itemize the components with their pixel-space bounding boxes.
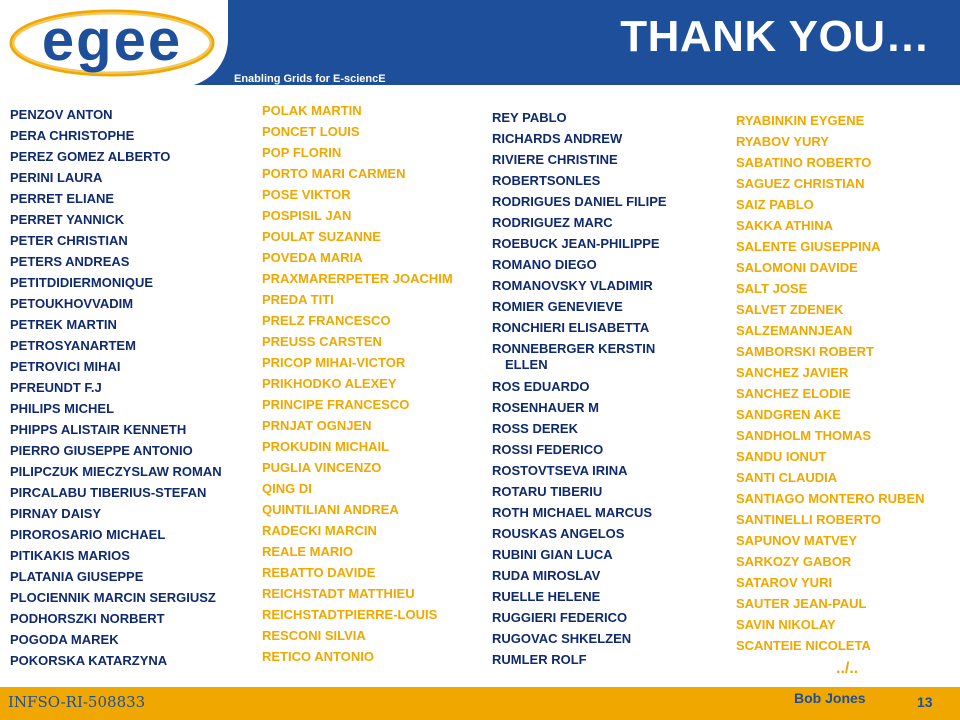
name-text: ROUSKAS ANGELOS	[492, 526, 625, 541]
name-text: ROTH MICHAEL MARCUS	[492, 505, 653, 520]
name-text: RONCHIERI ELISABETTA	[492, 320, 650, 335]
name-entry	[492, 397, 667, 418]
name-text: SAIZ PABLO	[736, 197, 814, 212]
name-entry	[492, 296, 667, 317]
name-entry	[492, 544, 667, 565]
name-text: PODHORSZKI NORBERT	[10, 611, 165, 626]
name-text: PETROSYANARTEM	[10, 338, 136, 353]
name-text: PIROROSARIO MICHAEL	[10, 527, 166, 542]
name-text: PENZOV ANTON	[10, 107, 113, 122]
name-entry	[262, 163, 453, 184]
name-text: PRICOP MIHAI-VICTOR	[262, 355, 406, 370]
name-text: QUINTILIANI ANDREA	[262, 502, 399, 517]
name-entry	[736, 341, 925, 362]
name-entry	[10, 650, 222, 671]
name-text: PIRNAY DAISY	[10, 506, 102, 521]
name-entry	[736, 467, 925, 488]
name-text: RADECKI MARCIN	[262, 523, 377, 538]
names-column-2	[262, 100, 453, 667]
name-entry	[736, 152, 925, 173]
name-entry	[736, 278, 925, 299]
name-entry	[736, 404, 925, 425]
name-entry	[736, 110, 925, 131]
name-text: SALENTE GIUSEPPINA	[736, 239, 881, 254]
name-entry	[736, 488, 925, 509]
name-text: RICHARDS ANDREW	[492, 131, 623, 146]
name-text: ROMANO DIEGO	[492, 257, 597, 272]
name-text: PORTO MARI CARMEN	[262, 166, 406, 181]
name-text: SAKKA ATHINA	[736, 218, 834, 233]
name-entry	[736, 614, 925, 635]
name-entry	[262, 184, 453, 205]
name-entry	[10, 167, 222, 188]
name-entry	[736, 593, 925, 614]
name-entry	[10, 293, 222, 314]
name-entry	[736, 509, 925, 530]
name-entry	[492, 460, 667, 481]
name-text: REY PABLO	[492, 110, 567, 125]
name-text: RUDA MIROSLAV	[492, 568, 601, 583]
name-entry	[736, 551, 925, 572]
name-text: POSPISIL JAN	[262, 208, 352, 223]
name-entry	[492, 649, 667, 670]
name-entry	[10, 482, 222, 503]
name-text: PRNJAT OGNJEN	[262, 418, 372, 433]
name-entry	[262, 100, 453, 121]
name-text: REICHSTADTPIERRE-LOUIS	[262, 607, 438, 622]
names-column-3	[492, 107, 667, 670]
name-text: PIRCALABU TIBERIUS-STEFAN	[10, 485, 207, 500]
name-entry	[10, 356, 222, 377]
name-entry	[262, 415, 453, 436]
name-entry	[736, 257, 925, 278]
name-entry	[10, 209, 222, 230]
names-column-4	[736, 110, 925, 656]
name-entry	[262, 142, 453, 163]
name-text: RUMLER ROLF	[492, 652, 587, 667]
name-text: SAMBORSKI ROBERT	[736, 344, 874, 359]
name-text: SAGUEZ CHRISTIAN	[736, 176, 865, 191]
name-entry	[10, 461, 222, 482]
name-text: PETREK MARTIN	[10, 317, 117, 332]
name-text: PRINCIPE FRANCESCO	[262, 397, 410, 412]
name-entry	[492, 233, 667, 254]
name-entry	[262, 352, 453, 373]
name-text: SANCHEZ JAVIER	[736, 365, 849, 380]
name-entry	[10, 503, 222, 524]
name-text: PHIPPS ALISTAIR KENNETH	[10, 422, 187, 437]
name-text: POSE VIKTOR	[262, 187, 351, 202]
name-text: RETICO ANTONIO	[262, 649, 374, 664]
name-text: PREUSS CARSTEN	[262, 334, 382, 349]
name-text: POGODA MAREK	[10, 632, 119, 647]
name-entry	[492, 523, 667, 544]
name-entry	[736, 425, 925, 446]
name-entry	[10, 272, 222, 293]
name-text: ROMIER GENEVIEVE	[492, 299, 623, 314]
name-entry	[736, 320, 925, 341]
name-text: SALT JOSE	[736, 281, 808, 296]
name-entry	[10, 251, 222, 272]
name-entry	[492, 107, 667, 128]
name-entry	[262, 562, 453, 583]
slide-title: THANK YOU…	[620, 12, 930, 61]
name-text: PRIKHODKO ALEXEY	[262, 376, 397, 391]
name-entry	[492, 439, 667, 460]
name-text: SARKOZY GABOR	[736, 554, 852, 569]
name-entry	[492, 170, 667, 191]
name-text: SANDGREN AKE	[736, 407, 841, 422]
name-entry	[262, 583, 453, 604]
name-text: SALOMONI DAVIDE	[736, 260, 858, 275]
name-entry	[10, 335, 222, 356]
name-entry	[262, 520, 453, 541]
name-entry	[492, 317, 667, 338]
name-entry	[262, 247, 453, 268]
name-text: PLOCIENNIK MARCIN SERGIUSZ	[10, 590, 216, 605]
name-text: SATAROV YURI	[736, 575, 833, 590]
name-text: RODRIGUEZ MARC	[492, 215, 613, 230]
name-entry	[492, 418, 667, 439]
names-column-1	[10, 104, 222, 671]
name-text: PERINI LAURA	[10, 170, 103, 185]
name-text: SAUTER JEAN-PAUL	[736, 596, 867, 611]
name-entry	[736, 572, 925, 593]
name-entry	[262, 205, 453, 226]
name-text: ROSS DEREK	[492, 421, 578, 436]
name-text: PFREUNDT F.J	[10, 380, 102, 395]
name-entry	[492, 254, 667, 275]
name-entry	[492, 191, 667, 212]
name-text: PETOUKHOVVADIM	[10, 296, 134, 311]
name-entry	[10, 104, 222, 125]
name-entry	[10, 629, 222, 650]
name-entry	[492, 502, 667, 523]
name-text: ROS EDUARDO	[492, 379, 590, 394]
name-entry	[262, 121, 453, 142]
name-entry	[262, 373, 453, 394]
name-text: PROKUDIN MICHAIL	[262, 439, 390, 454]
name-entry	[10, 125, 222, 146]
name-text: SCANTEIE NICOLETA	[736, 638, 871, 653]
name-entry	[736, 131, 925, 152]
name-entry	[492, 607, 667, 628]
name-entry	[736, 383, 925, 404]
name-text: ROSENHAUER M	[492, 400, 599, 415]
name-entry	[10, 398, 222, 419]
name-text: SANTINELLI ROBERTO	[736, 512, 881, 527]
name-text: RUGGIERI FEDERICO	[492, 610, 628, 625]
name-text: SAPUNOV MATVEY	[736, 533, 858, 548]
name-entry	[736, 194, 925, 215]
name-entry	[262, 331, 453, 352]
name-entry	[10, 314, 222, 335]
name-text: PETITDIDIERMONIQUE	[10, 275, 154, 290]
name-text: RUBINI GIAN LUCA	[492, 547, 613, 562]
name-entry	[262, 394, 453, 415]
name-entry	[10, 419, 222, 440]
egee-logo-graphic	[0, 0, 228, 87]
name-entry	[262, 478, 453, 499]
name-entry	[492, 628, 667, 649]
name-text: SANDU IONUT	[736, 449, 827, 464]
name-entry	[262, 310, 453, 331]
name-text: QING DI	[262, 481, 312, 496]
name-entry	[10, 188, 222, 209]
name-entry	[492, 376, 667, 397]
name-entry	[262, 646, 453, 667]
name-entry	[492, 149, 667, 170]
name-entry	[262, 457, 453, 478]
name-entry	[492, 128, 667, 149]
name-text: RYABINKIN EYGENE	[736, 113, 865, 128]
name-text: RUELLE HELENE	[492, 589, 601, 604]
name-text: ROSTOVTSEVA IRINA	[492, 463, 628, 478]
name-entry	[736, 299, 925, 320]
name-text: ROBERTSONLES	[492, 173, 601, 188]
name-text: REALE MARIO	[262, 544, 353, 559]
footer-project-id: INFSO-RI-508833	[8, 693, 146, 711]
name-entry	[736, 236, 925, 257]
footer-author: Bob Jones	[794, 690, 866, 706]
name-entry	[10, 587, 222, 608]
name-text: SAVIN NIKOLAY	[736, 617, 836, 632]
name-entry	[736, 446, 925, 467]
name-text: PEREZ GOMEZ ALBERTO	[10, 149, 171, 164]
name-text: PRELZ FRANCESCO	[262, 313, 391, 328]
name-entry	[736, 215, 925, 236]
name-text: RIVIERE CHRISTINE	[492, 152, 618, 167]
name-entry	[10, 545, 222, 566]
name-text: PETERS ANDREAS	[10, 254, 130, 269]
name-text: PHILIPS MICHEL	[10, 401, 115, 416]
name-text: PLATANIA GIUSEPPE	[10, 569, 144, 584]
name-entry	[736, 635, 925, 656]
name-text: PERRET YANNICK	[10, 212, 125, 227]
name-text: ROEBUCK JEAN-PHILIPPE	[492, 236, 660, 251]
name-text: RYABOV YURY	[736, 134, 829, 149]
name-entry	[262, 289, 453, 310]
name-text: ROSSI FEDERICO	[492, 442, 604, 457]
name-text: POULAT SUZANNE	[262, 229, 381, 244]
name-entry	[492, 212, 667, 233]
name-text: SABATINO ROBERTO	[736, 155, 872, 170]
name-entry	[736, 362, 925, 383]
name-entry	[10, 230, 222, 251]
name-text: POLAK MARTIN	[262, 103, 362, 118]
name-text: SALVET ZDENEK	[736, 302, 844, 317]
name-text: PREDA TITI	[262, 292, 334, 307]
name-text: RONNEBERGER KERSTIN	[492, 341, 656, 356]
name-entry	[736, 530, 925, 551]
name-entry	[262, 268, 453, 289]
name-text: POKORSKA KATARZYNA	[10, 653, 168, 668]
name-text: PETER CHRISTIAN	[10, 233, 128, 248]
name-text: POP FLORIN	[262, 145, 342, 160]
name-text: PIERRO GIUSEPPE ANTONIO	[10, 443, 193, 458]
name-text: PILIPCZUK MIECZYSLAW ROMAN	[10, 464, 222, 479]
name-text: SANDHOLM THOMAS	[736, 428, 872, 443]
name-text: POVEDA MARIA	[262, 250, 363, 265]
continue-mark: ../..	[836, 660, 859, 677]
egee-logo	[0, 0, 228, 87]
name-entry	[262, 436, 453, 457]
name-entry	[492, 586, 667, 607]
name-entry	[10, 566, 222, 587]
name-text: PERA CHRISTOPHE	[10, 128, 135, 143]
name-text: ROTARU TIBERIU	[492, 484, 603, 499]
name-entry	[262, 625, 453, 646]
name-text: PRAXMARERPETER JOACHIM	[262, 271, 453, 286]
name-entry	[10, 146, 222, 167]
name-entry	[492, 275, 667, 296]
name-entry	[10, 608, 222, 629]
name-entry	[492, 565, 667, 586]
name-entry	[492, 338, 667, 376]
name-text: SANCHEZ ELODIE	[736, 386, 851, 401]
name-text: REICHSTADT MATTHIEU	[262, 586, 415, 601]
name-text: RUGOVAC SHKELZEN	[492, 631, 632, 646]
name-text: SANTI CLAUDIA	[736, 470, 838, 485]
name-continuation: ELLEN	[505, 357, 548, 372]
name-entry	[492, 481, 667, 502]
name-text: RESCONI SILVIA	[262, 628, 366, 643]
name-entry	[736, 173, 925, 194]
name-text: REBATTO DAVIDE	[262, 565, 376, 580]
name-text: PUGLIA VINCENZO	[262, 460, 382, 475]
name-entry	[262, 541, 453, 562]
name-entry	[262, 499, 453, 520]
svg-text:egee: egee	[41, 8, 183, 73]
name-text: ROMANOVSKY VLADIMIR	[492, 278, 653, 293]
name-entry	[10, 524, 222, 545]
page-number: 13	[917, 694, 933, 710]
tagline: Enabling Grids for E-sciencE	[234, 73, 386, 85]
name-text: RODRIGUES DANIEL FILIPE	[492, 194, 667, 209]
name-entry	[262, 226, 453, 247]
name-text: SANTIAGO MONTERO RUBEN	[736, 491, 925, 506]
name-text: PONCET LOUIS	[262, 124, 360, 139]
name-entry	[10, 440, 222, 461]
name-text: PITIKAKIS MARIOS	[10, 548, 130, 563]
name-entry	[262, 604, 453, 625]
name-text: SALZEMANNJEAN	[736, 323, 853, 338]
name-text: PETROVICI MIHAI	[10, 359, 121, 374]
name-text: PERRET ELIANE	[10, 191, 115, 206]
name-entry	[10, 377, 222, 398]
